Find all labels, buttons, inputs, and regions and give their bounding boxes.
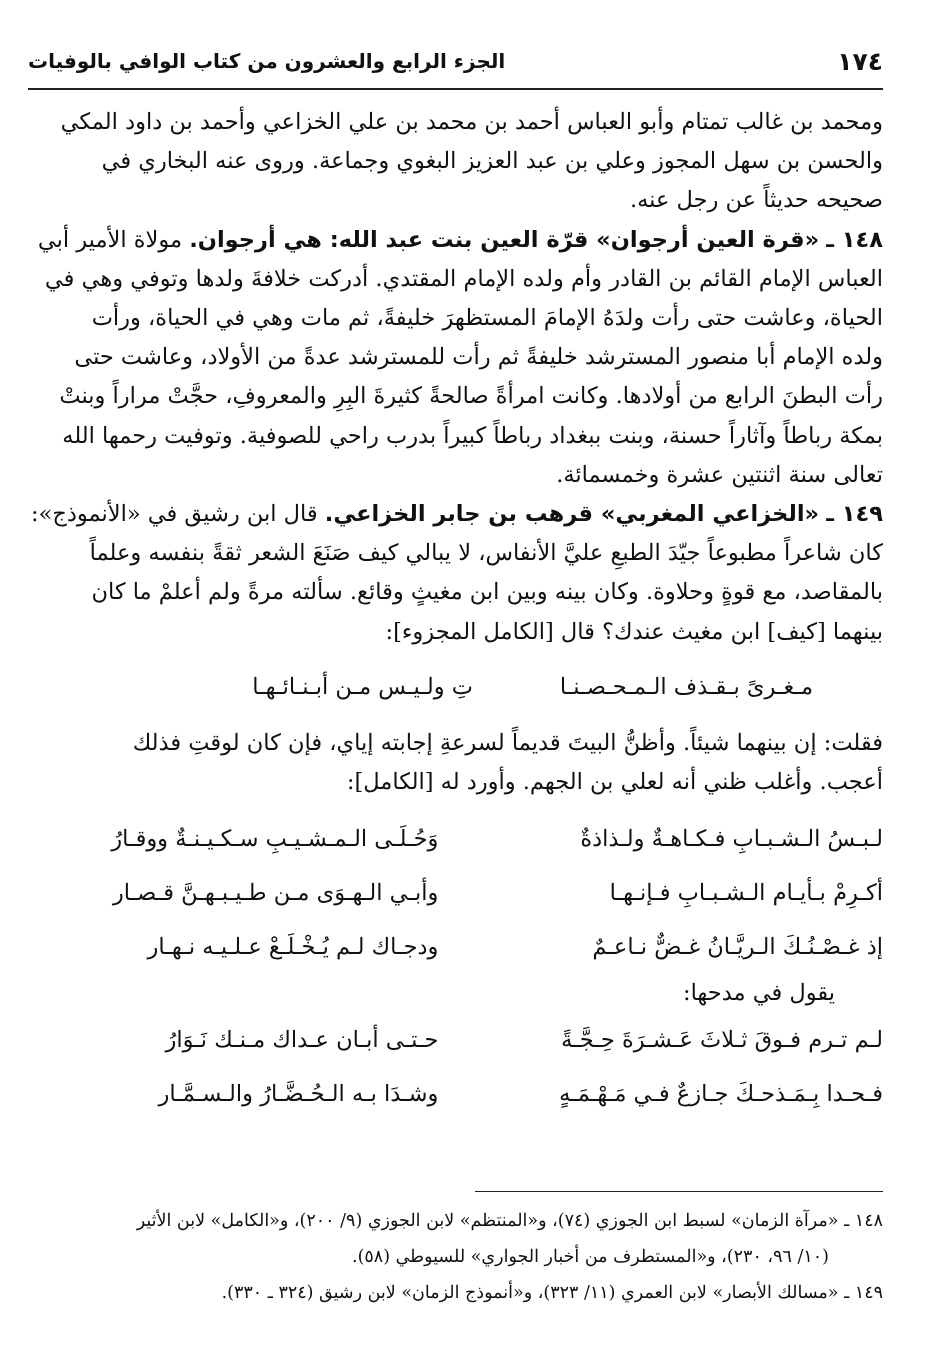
entry-line: العباس الإمام القائم بن القادر وأم ولده الإمام المقتدي. أدركت خلافةَ ولدها وتوفي وهي في xyxy=(44,265,883,292)
entry-line: بالمقاصد، مع قوةٍ وحلاوة. وكان بينه وبين ابن مغيثٍ وقائع. سألته مرةً ولم أعلمْ ما كان xyxy=(91,579,883,606)
verse-first-hemistich: لـم تـرم فـوقَ ثـلاثَ عَـشـرَةَ حِـجَّـةً xyxy=(561,1026,883,1053)
running-title: الجزء الرابع والعشرون من كتاب الوافي بالوفيات xyxy=(28,49,506,73)
entry-title: «الخزاعي المغربي» قرهب بن جابر الخزاعي. xyxy=(324,501,820,528)
verse-first-hemistich: أكـرِمْ بـأيـام الـشـبـابِ فـإنـهـا xyxy=(609,879,883,906)
footnotes xyxy=(28,1203,883,1311)
entry-line: أعجب. وأغلب ظني أنه لعلي بن الجهم. وأورد له [الكامل]: xyxy=(346,769,883,796)
verse-line xyxy=(28,812,883,866)
entry-line: الحياة، وعاشت حتى رأت ولدَهُ الإمامَ المستظهرَ خليفةً، ثم مات وهي في الحياة، ورأت xyxy=(91,305,883,332)
entry-text: مولاة الأمير أبي xyxy=(37,226,183,253)
verse-first-hemistich: لـبـسُ الـشـبـابِ فـكـاهـةٌ ولـذاذةٌ xyxy=(580,825,883,852)
verse-line xyxy=(28,1013,883,1067)
verse-first-hemistich: مـغـرىً بـقـذف الـمـحـصـنـا xyxy=(559,674,813,701)
entry-line: بمكة رباطاً وآثاراً حسنة، وبنت ببغداد رباطاً كبيراً بدرب راحي للصوفية. وتوفيت رحمها الله xyxy=(62,422,883,449)
verse-line xyxy=(28,1067,883,1121)
intro-line: ومحمد بن غالب تمتام وأبو العباس أحمد بن محمد بن علي الخزاعي وأحمد بن داود المكي xyxy=(60,109,883,135)
footnote xyxy=(28,1275,883,1311)
praise-intro: يقول في مدحها: xyxy=(682,980,835,1007)
entry-line: بينهما [كيف] ابن مغيث عندك؟ قال [الكامل المجزوء]: xyxy=(385,618,883,645)
entry-title: «قرة العين أرجوان» قرّة العين بنت عبد الله: هي أرجوان. xyxy=(189,226,820,253)
footnote-text: «مرآة الزمان» لسبط ابن الجوزي (٧٤)، و«المنتظم» لابن الجوزي (٩/ ٢٠٠)، و«الكامل» لابن الأثير xyxy=(136,1211,839,1231)
verse-second-hemistich: حـتـى أبـان عـداك مـنـك نَـوَارُ xyxy=(165,1026,439,1053)
footnote-number: ١٤٨ ـ xyxy=(844,1211,883,1231)
intro-line: والحسن بن سهل المجوز وعلي بن عبد العزيز البغوي وجماعة. وروى عنه البخاري في xyxy=(101,148,883,175)
footnote-text: «مسالك الأبصار» لابن العمري (١١/ ٣٢٣)، و«أنموذج الزمان» لابن رشيق (٣٢٤ ـ ٣٣٠). xyxy=(221,1283,839,1303)
entry-line: ولده الإمام أبا منصور المسترشد خليفةً ثم رأت للمسترشد عدةً من الأولاد، وعاشت حتى xyxy=(74,344,883,371)
footnote-rule xyxy=(475,1191,883,1192)
verse-second-hemistich: وشـدَا بـه الـحُـضَّـارُ والـسـمَّـار xyxy=(158,1080,439,1107)
footnote-number: ١٤٩ ـ xyxy=(844,1283,883,1303)
entry-148-heading xyxy=(28,221,883,260)
entry-line: تعالى سنة اثنتين عشرة وخمسمائة. xyxy=(556,461,883,488)
header-rule xyxy=(28,88,883,90)
verse-second-hemistich: تِ ولـيـس مـن أبـنـائـهـا xyxy=(252,674,473,701)
entry-number: ١٤٩ ـ xyxy=(826,501,883,528)
verse-first-hemistich: فـحـدا بِـمَـذحـكَ جـازعٌ فـي مَـهْـمَـهٍ xyxy=(559,1080,883,1107)
entry-line: فقلت: إن بينهما شيئاً. وأظنُّ البيتَ قديماً لسرعةِ إجابته إياي، فإن كان لوقتِ فذلك xyxy=(132,729,883,756)
intro-line: صحيحه حديثاً عن رجل عنه. xyxy=(629,187,883,214)
footnote xyxy=(28,1203,883,1239)
page-number: ١٧٤ xyxy=(837,46,883,76)
entry-number: ١٤٨ ـ xyxy=(826,226,883,253)
main-text xyxy=(28,103,883,1121)
verse-line xyxy=(28,920,883,974)
running-header xyxy=(28,40,883,82)
entry-line: كان شاعراً مطبوعاً جيّدَ الطبعِ عليَّ الأنفاس، لا يبالي كيف صَنَعَ الشعر ثقةً بنفسه وعلماً xyxy=(89,540,883,567)
entry-149-heading xyxy=(28,495,883,534)
entry-line: رأت البطنَ الرابع من أولادها. وكانت امرأةً صالحةً كثيرةَ البِرِ والمعروفِ، حجَّتْ مراراً وبنتْ xyxy=(59,383,883,410)
verse-second-hemistich: ودجـاك لـم يُـخْـلَـعْ عـلـيـه نـهـار xyxy=(147,933,439,960)
verse-line xyxy=(28,652,883,724)
verse-first-hemistich: إذ غـصْـنُـكَ الـريَّـانُ غـضٌّ نـاعـمٌ xyxy=(592,933,883,960)
entry-text: قال ابن رشيق في «الأنموذج»: xyxy=(30,501,318,528)
verse-second-hemistich: وأبـي الـهـوَى مـن طـيـبـهـنَّ قـصـار xyxy=(112,879,439,906)
verse-line xyxy=(28,866,883,920)
footnote-continuation: (١٠/ ٩٦، ٢٣٠)، و«المستطرف من أخبار الجواري» للسيوطي (٥٨). xyxy=(352,1247,829,1267)
verse-second-hemistich: وَحُـلَـى الـمـشـيـبِ سـكـيـنـةٌ ووقـارُ xyxy=(111,825,439,852)
